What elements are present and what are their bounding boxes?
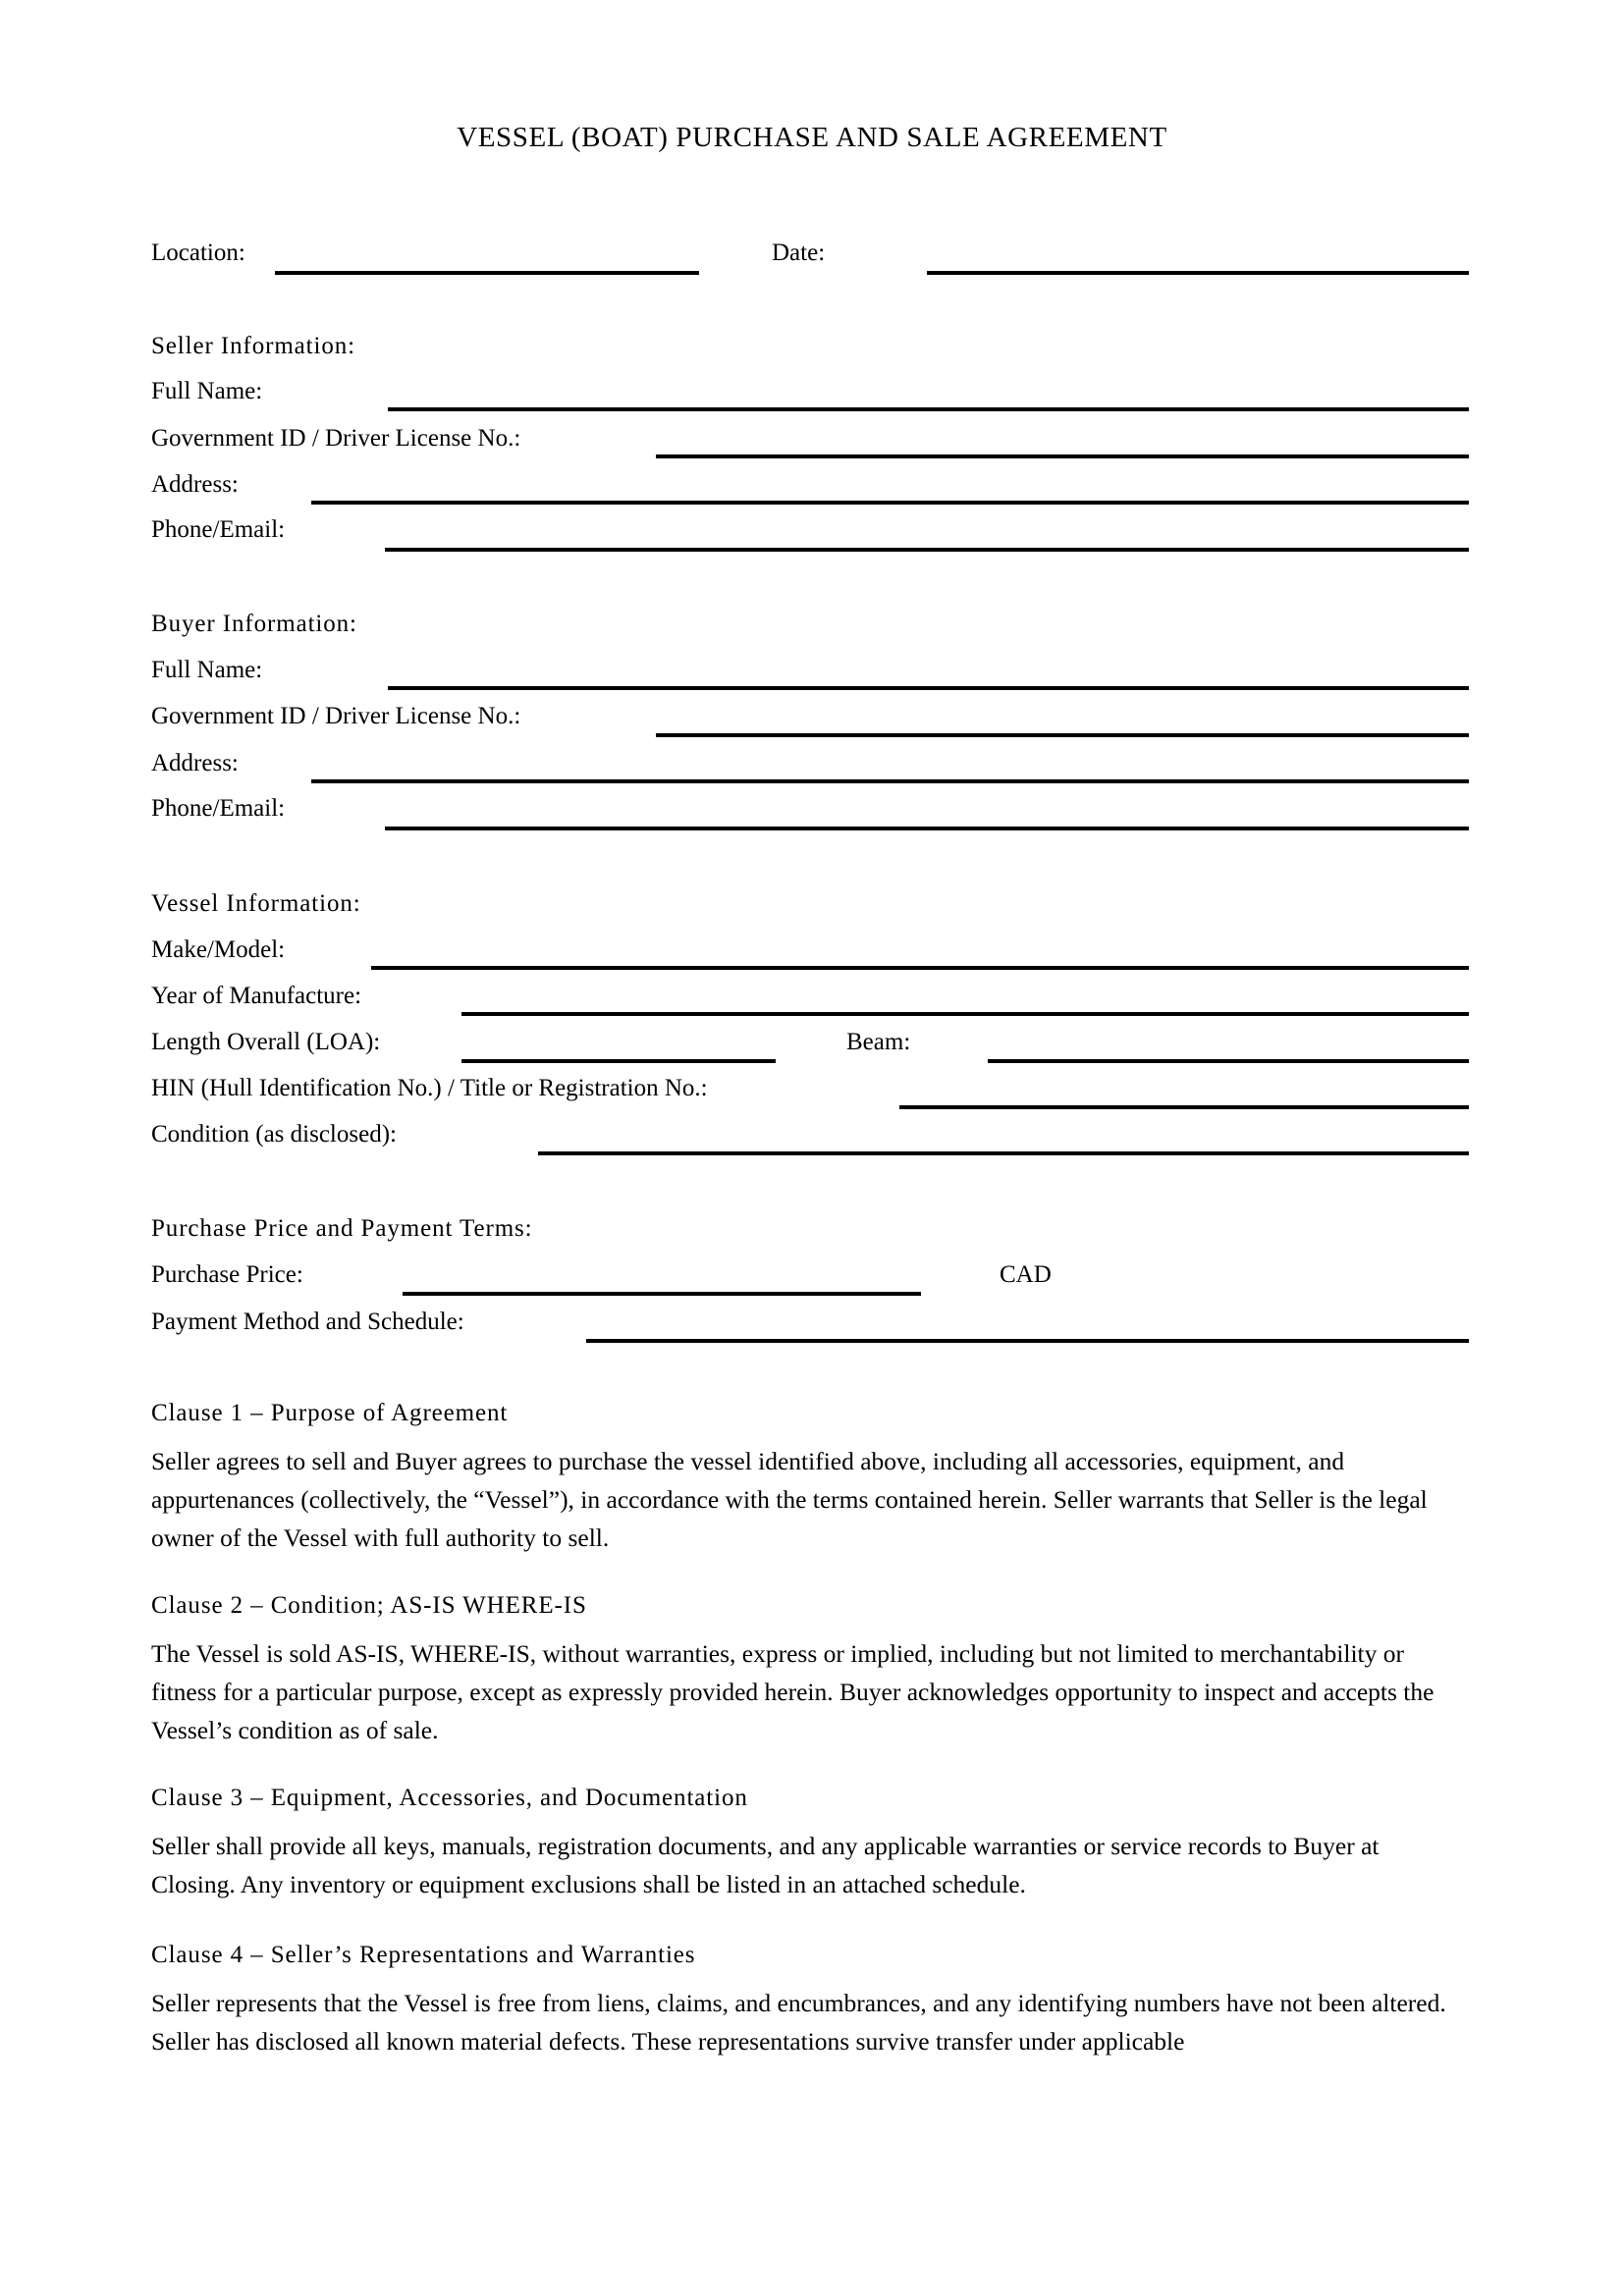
payment-method-input-line[interactable] bbox=[586, 1339, 1469, 1343]
vessel-make-model-label: Make/Model: bbox=[151, 936, 286, 963]
page-title: VESSEL (BOAT) PURCHASE AND SALE AGREEMENT bbox=[457, 122, 1167, 153]
vessel-section-heading: Vessel Information: bbox=[151, 890, 361, 917]
vessel-condition-input-line[interactable] bbox=[538, 1151, 1469, 1155]
location-input-line[interactable] bbox=[275, 271, 699, 275]
buyer-government-id-input-line[interactable] bbox=[656, 733, 1469, 737]
vessel-year-label: Year of Manufacture: bbox=[151, 983, 362, 1009]
clause-3-body: Seller shall provide all keys, manuals, registration documents, and any applicable warranties or service records to Buyer at Closing. Any inventory or equipment exclusions shall be listed in an attached schedule. bbox=[151, 1832, 1380, 1898]
purchase-price-label: Purchase Price: bbox=[151, 1261, 303, 1288]
seller-phone-email-input-line[interactable] bbox=[385, 548, 1469, 552]
date-label: Date: bbox=[772, 240, 826, 266]
clause-1-body: Seller agrees to sell and Buyer agrees to purchase the vessel identified above, including all accessories, equipment, and appurtenances (collectively, the “Vessel”), in accordance with the terms contained herein. Seller warrants that Seller is the legal owner of the Vessel with full authority to sell. bbox=[151, 1447, 1428, 1552]
vessel-hin-label: HIN (Hull Identification No.) / Title or Registration No.: bbox=[151, 1075, 708, 1101]
vessel-loa-input-line[interactable] bbox=[461, 1059, 776, 1063]
purchase-price-currency-label: CAD bbox=[1000, 1261, 1052, 1288]
vessel-beam-label: Beam: bbox=[846, 1029, 911, 1055]
buyer-address-label: Address: bbox=[151, 750, 239, 776]
vessel-beam-input-line[interactable] bbox=[988, 1059, 1469, 1063]
location-label: Location: bbox=[151, 240, 245, 266]
vessel-condition-label: Condition (as disclosed): bbox=[151, 1121, 397, 1148]
seller-full-name-label: Full Name: bbox=[151, 378, 263, 404]
vessel-hin-input-line[interactable] bbox=[899, 1105, 1469, 1109]
seller-section-heading: Seller Information: bbox=[151, 333, 356, 359]
buyer-phone-email-label: Phone/Email: bbox=[151, 795, 286, 822]
buyer-phone-email-input-line[interactable] bbox=[385, 827, 1469, 830]
seller-address-input-line[interactable] bbox=[311, 501, 1469, 505]
vessel-year-input-line[interactable] bbox=[461, 1012, 1469, 1016]
payment-method-label: Payment Method and Schedule: bbox=[151, 1308, 464, 1335]
buyer-full-name-input-line[interactable] bbox=[388, 686, 1469, 690]
buyer-government-id-label: Government ID / Driver License No.: bbox=[151, 703, 521, 729]
clause-2-heading: Clause 2 – Condition; AS-IS WHERE-IS bbox=[151, 1592, 587, 1619]
vessel-make-model-input-line[interactable] bbox=[371, 966, 1469, 970]
clause-2-body: The Vessel is sold AS-IS, WHERE-IS, without warranties, express or implied, including but not limited to merchantability or fitness for a particular purpose, except as expressly provided herein. Buyer acknowledges opportunity to inspect and accepts the Vessel’s condition as of sale. bbox=[151, 1639, 1435, 1744]
clause-1-heading: Clause 1 – Purpose of Agreement bbox=[151, 1400, 509, 1426]
price-section-heading: Purchase Price and Payment Terms: bbox=[151, 1215, 533, 1242]
buyer-full-name-label: Full Name: bbox=[151, 657, 263, 683]
clause-4-body: Seller represents that the Vessel is free from liens, claims, and encumbrances, and any identifying numbers have not been altered. Seller has disclosed all known material defects. These representations survive transfer under applicable bbox=[151, 1989, 1446, 2056]
seller-government-id-input-line[interactable] bbox=[656, 454, 1469, 458]
seller-phone-email-label: Phone/Email: bbox=[151, 516, 286, 543]
clause-3-heading: Clause 3 – Equipment, Accessories, and Documentation bbox=[151, 1785, 748, 1811]
buyer-address-input-line[interactable] bbox=[311, 779, 1469, 783]
date-input-line[interactable] bbox=[927, 271, 1469, 275]
seller-government-id-label: Government ID / Driver License No.: bbox=[151, 425, 521, 452]
clause-4-heading: Clause 4 – Seller’s Representations and Warranties bbox=[151, 1942, 696, 1968]
purchase-price-input-line[interactable] bbox=[403, 1292, 921, 1296]
vessel-loa-label: Length Overall (LOA): bbox=[151, 1029, 381, 1055]
seller-full-name-input-line[interactable] bbox=[388, 407, 1469, 411]
seller-address-label: Address: bbox=[151, 471, 239, 498]
buyer-section-heading: Buyer Information: bbox=[151, 611, 357, 637]
